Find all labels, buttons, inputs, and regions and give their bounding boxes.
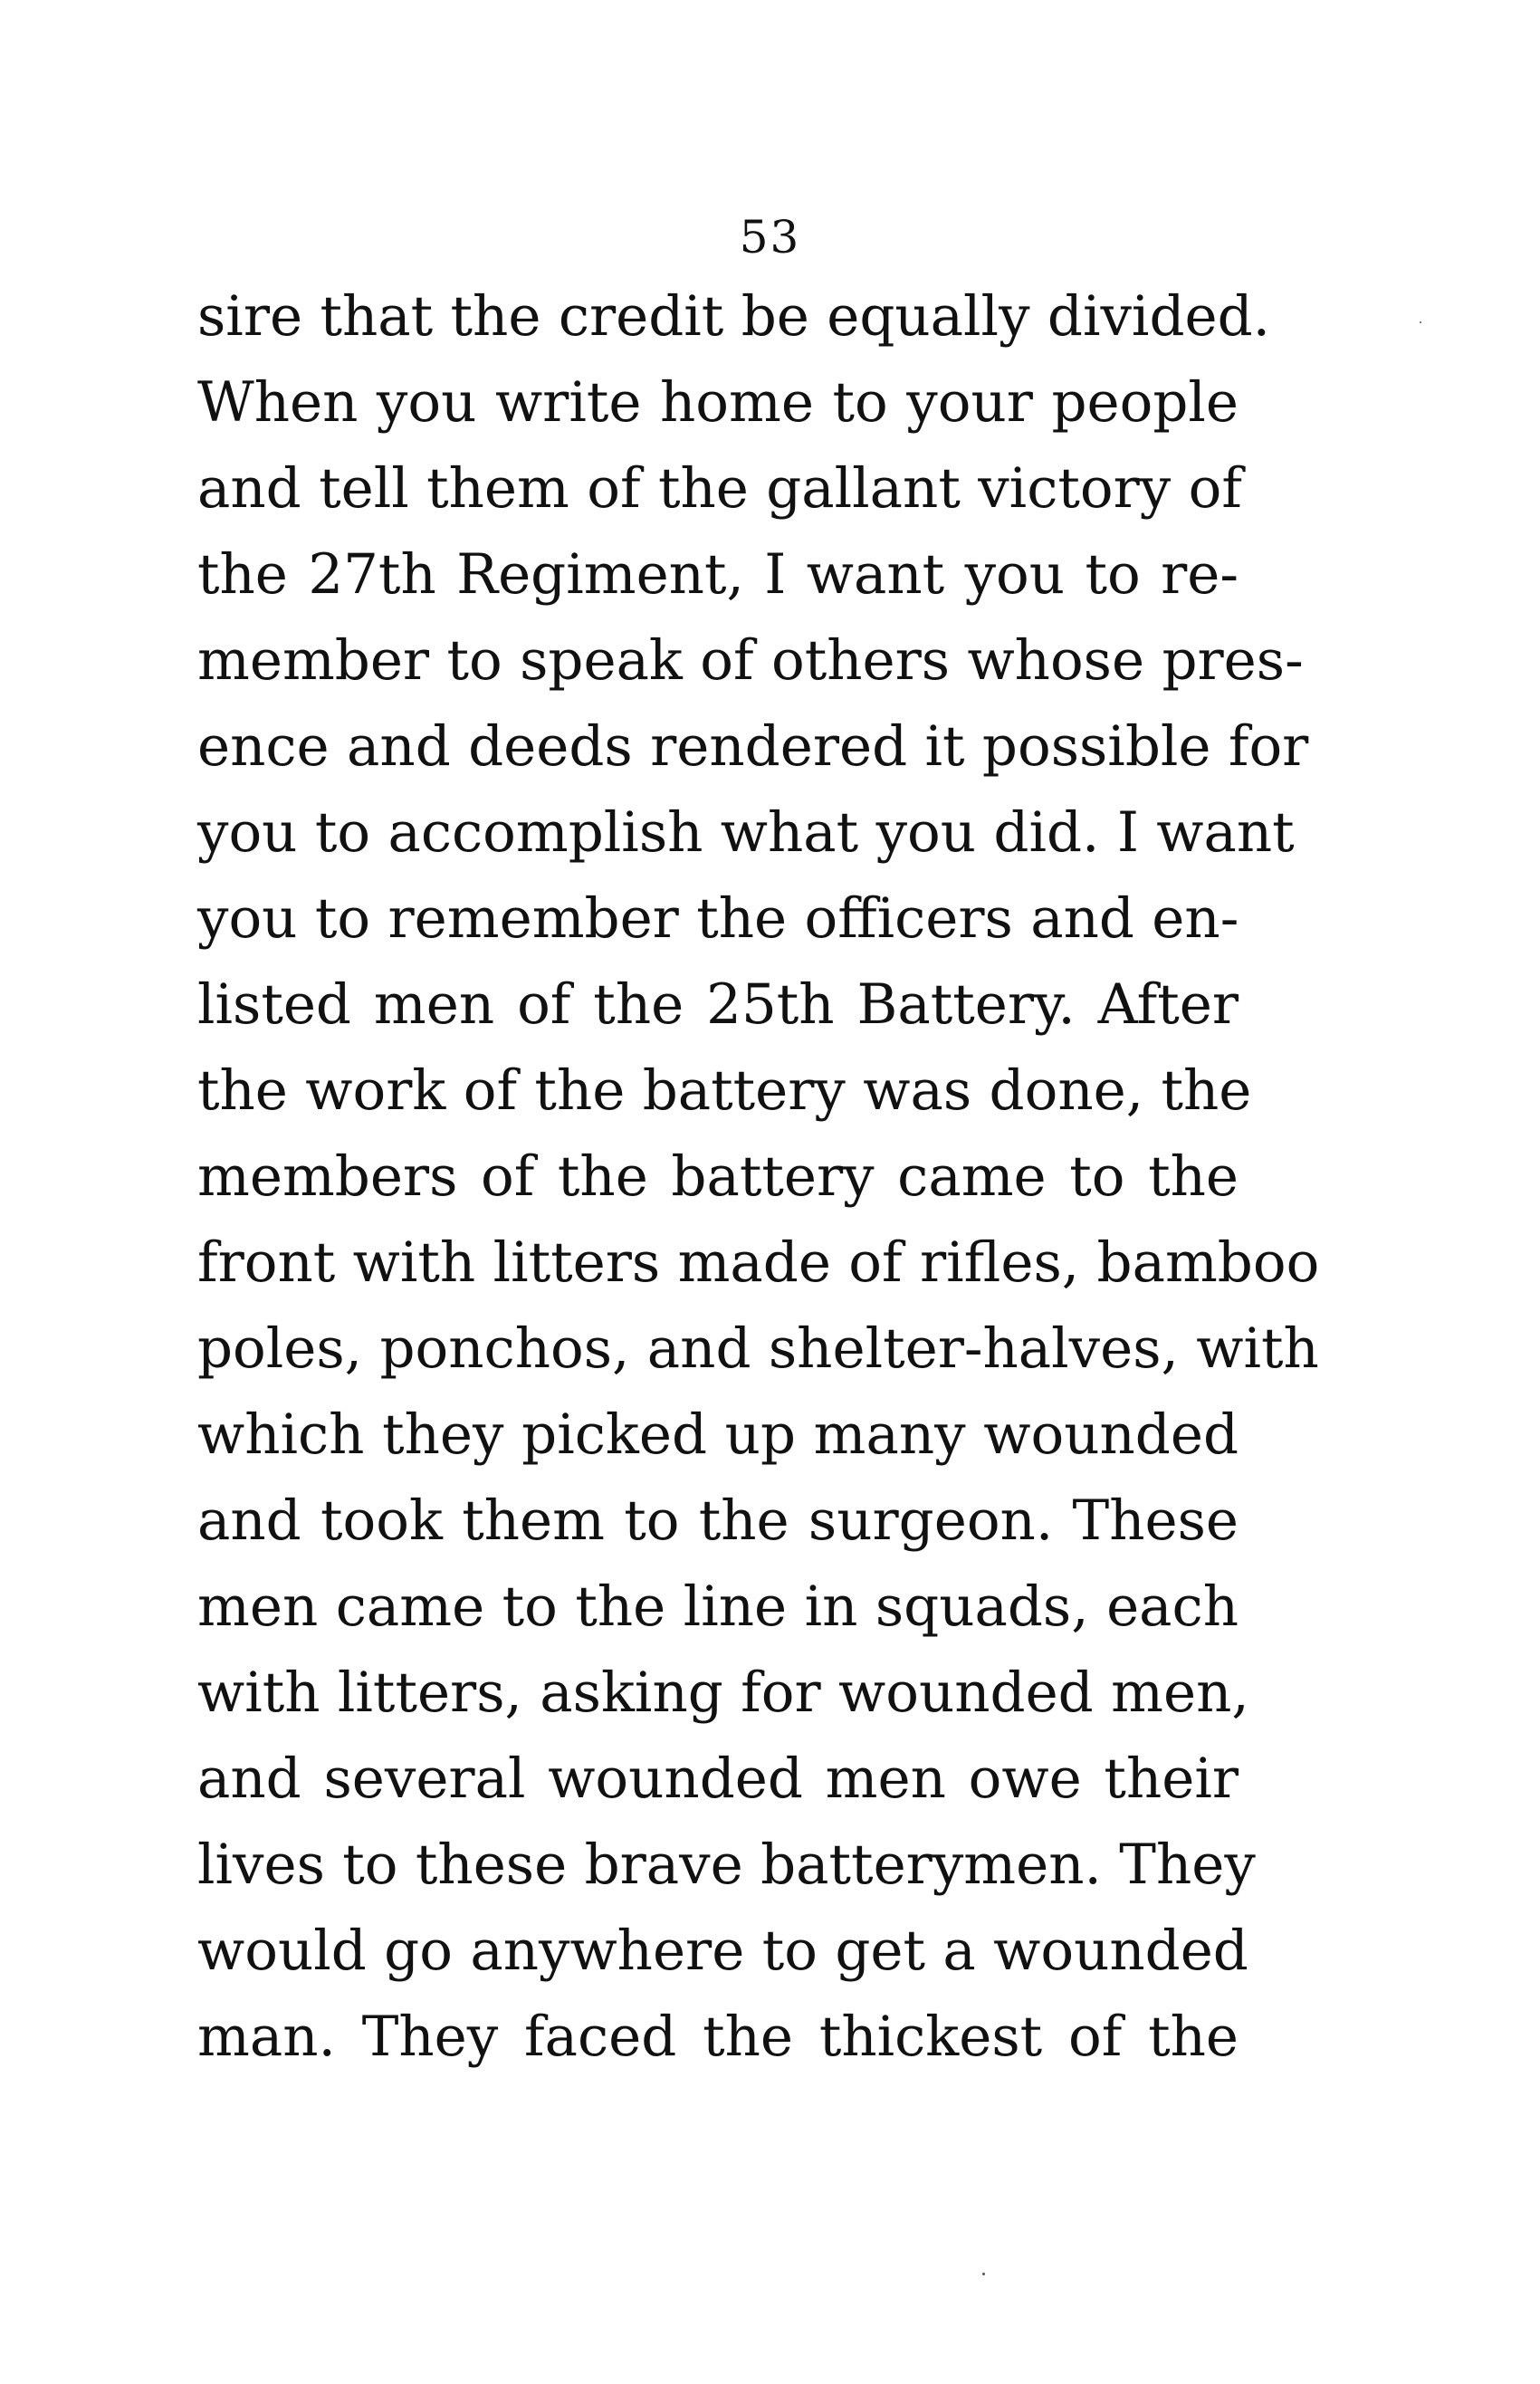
paper-speck <box>1420 321 1421 323</box>
text-line: member to speak of others whose pres- <box>197 628 1304 693</box>
text-line: you to accomplish what you did. I want <box>197 800 1295 865</box>
body-text <box>197 273 1320 2080</box>
text-line: lives to these brave batterymen. They <box>197 1833 1256 1897</box>
text-line: front with litters made of rifles, bamboo <box>197 1230 1320 1295</box>
paper-speck <box>982 2273 985 2275</box>
text-line: you to remember the officers and en- <box>197 886 1239 951</box>
text-line: man. They faced the thickest of the <box>197 2005 1239 2069</box>
text-line: the work of the battery was done, the <box>197 1058 1252 1123</box>
text-line: ence and deeds rendered it possible for <box>197 714 1309 779</box>
text-line: which they picked up many wounded <box>197 1403 1239 1467</box>
text-line: and took them to the surgeon. These <box>197 1489 1239 1553</box>
text-line: and several wounded men owe their <box>197 1747 1239 1811</box>
text-line: members of the battery came to the <box>197 1144 1239 1209</box>
text-line: sire that the credit be equally divided. <box>197 284 1271 349</box>
text-line: listed men of the 25th Battery. After <box>197 972 1239 1037</box>
text-line: and tell them of the gallant victory of <box>197 456 1242 521</box>
text-line: would go anywhere to get a wounded <box>197 1919 1248 1983</box>
text-line: men came to the line in squads, each <box>197 1575 1239 1639</box>
text-line: poles, ponchos, and shelter-halves, with <box>197 1316 1319 1381</box>
page-number: 53 <box>739 211 801 263</box>
text-line: When you write home to your people <box>197 370 1239 435</box>
text-line: the 27th Regiment, I want you to re- <box>197 542 1239 607</box>
text-line: with litters, asking for wounded men, <box>197 1661 1249 1725</box>
